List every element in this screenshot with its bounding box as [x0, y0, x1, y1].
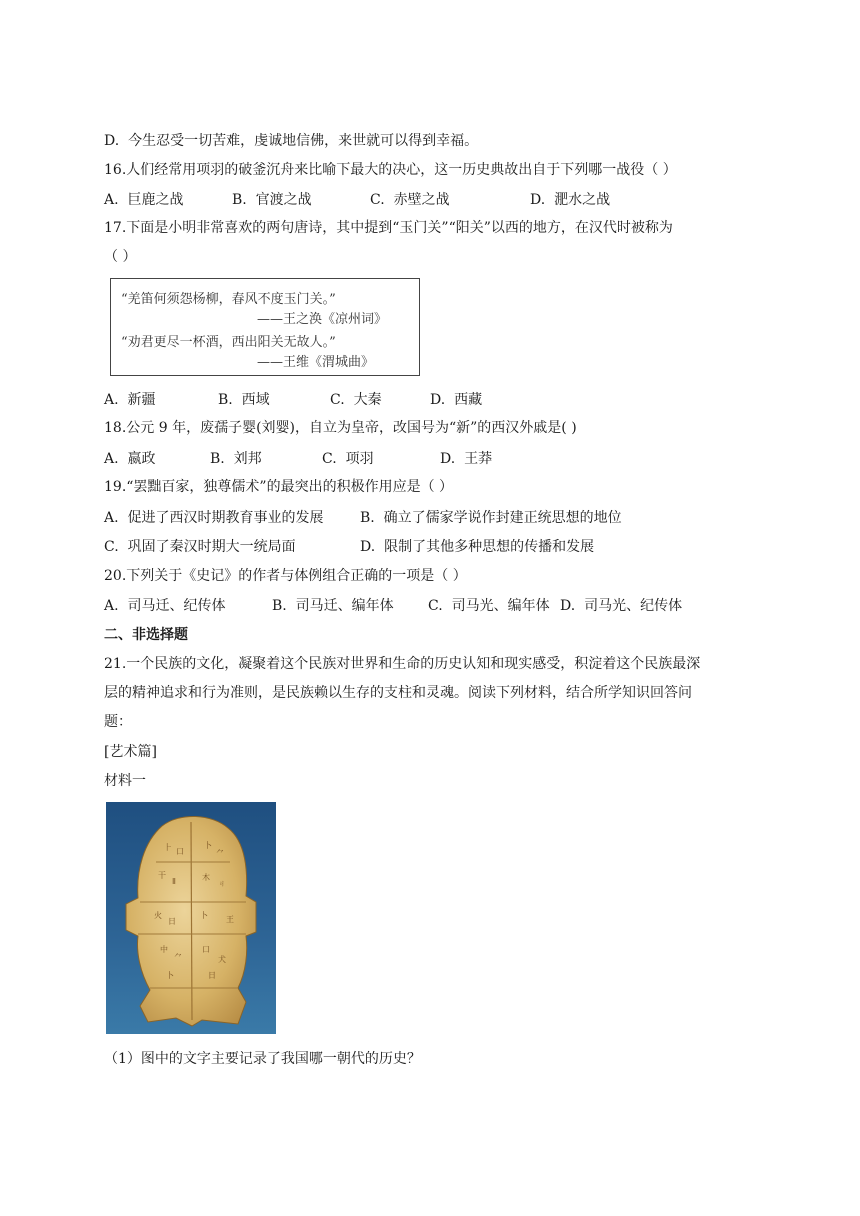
svg-text:日: 日 — [168, 917, 176, 926]
q17-stem-line1: 17.下面是小明非常喜欢的两句唐诗，其中提到“玉门关”“阳关”以西的地方，在汉代时被称为 — [104, 220, 673, 236]
svg-text:干: 干 — [158, 871, 166, 880]
svg-text:木: 木 — [202, 873, 210, 882]
svg-text:中: 中 — [160, 945, 168, 954]
svg-text:⺈: ⺈ — [216, 849, 224, 858]
q18-option-a: A. 嬴政 — [104, 451, 156, 467]
q19-option-c: C. 巩固了秦汉时期大一统局面 — [104, 539, 296, 555]
q17-option-b: B. 西域 — [218, 392, 270, 408]
svg-text:卜: 卜 — [204, 841, 212, 850]
q17-option-c: C. 大秦 — [330, 392, 382, 408]
q18-option-c: C. 项羽 — [322, 451, 374, 467]
q19-stem: 19.“罢黜百家，独尊儒术”的最突出的积极作用应是（ ） — [104, 479, 454, 495]
oracle-bone-photo — [106, 802, 276, 1034]
q21-stem-line1: 21.一个民族的文化，凝聚着这个民族对世界和生命的历史认知和现实感受，积淀着这个民族最深 — [104, 656, 701, 672]
svg-text:日: 日 — [208, 971, 216, 980]
poem-line-3: “劝君更尽一杯酒，西出阳关无故人。” — [121, 335, 336, 350]
svg-text:⺈: ⺈ — [174, 953, 182, 962]
svg-text:王: 王 — [226, 915, 234, 924]
section-title: 二、非选择题 — [104, 627, 188, 643]
poem-box — [110, 278, 420, 376]
q16-option-a: A. 巨鹿之战 — [104, 192, 184, 208]
svg-text:卜: 卜 — [200, 911, 208, 920]
q18-option-d: D. 王莽 — [440, 451, 493, 467]
poem-line-2: ——王之涣《凉州词》 — [257, 312, 388, 327]
q16-option-c: C. 赤壁之战 — [370, 192, 450, 208]
q19-option-a: A. 促进了西汉时期教育事业的发展 — [104, 510, 324, 526]
svg-text:犬: 犬 — [218, 955, 226, 964]
q16-option-b: B. 官渡之战 — [232, 192, 312, 208]
poem-line-4: ——王维《渭城曲》 — [257, 355, 375, 370]
q21-stem-line2: 层的精神追求和行为准则，是民族赖以生存的支柱和灵魂。阅读下列材料，结合所学知识回答问 — [104, 685, 692, 701]
q16-stem: 16.人们经常用项羽的破釜沉舟来比喻下最大的决心，这一历史典故出自于下列哪一战役（ ） — [104, 162, 677, 178]
q15-option-d: D. 今生忍受一切苦难，虔诚地信佛，来世就可以得到幸福。 — [104, 133, 479, 149]
material-label: 材料一 — [104, 773, 146, 789]
q18-stem: 18.公元 9 年，废孺子婴(刘婴)，自立为皇帝，改国号为“新”的西汉外戚是( ) — [104, 420, 577, 436]
svg-text:ㄐ: ㄐ — [218, 879, 226, 888]
q21-sub-question-1: （1）图中的文字主要记录了我国哪一朝代的历史？ — [104, 1051, 421, 1067]
svg-text:口: 口 — [202, 945, 210, 954]
q19-option-b: B. 确立了儒家学说作封建正统思想的地位 — [360, 510, 622, 526]
svg-text:⺊: ⺊ — [164, 843, 172, 852]
q16-option-d: D. 淝水之战 — [530, 192, 611, 208]
q20-stem: 20.下列关于《史记》的作者与体例组合正确的一项是（ ） — [104, 568, 467, 584]
q18-option-b: B. 刘邦 — [210, 451, 262, 467]
svg-text:口: 口 — [176, 847, 184, 856]
q20-option-b: B. 司马迁、编年体 — [272, 598, 394, 614]
q19-option-d: D. 限制了其他多种思想的传播和发展 — [360, 539, 595, 555]
q17-option-a: A. 新疆 — [104, 392, 156, 408]
svg-text:Ⅱ: Ⅱ — [172, 877, 176, 886]
svg-text:火: 火 — [154, 911, 162, 920]
q20-option-d: D. 司马光、纪传体 — [560, 598, 683, 614]
q20-option-a: A. 司马迁、纪传体 — [104, 598, 226, 614]
q21-stem-line3: 题： — [104, 714, 132, 730]
q17-stem-line2: （ ） — [104, 249, 137, 265]
category-label: [艺术篇] — [104, 744, 157, 760]
svg-text:卜: 卜 — [166, 971, 174, 980]
q20-option-c: C. 司马光、编年体 — [428, 598, 550, 614]
poem-line-1: “羌笛何须怨杨柳，春风不度玉门关。” — [121, 292, 336, 307]
q17-option-d: D. 西藏 — [430, 392, 483, 408]
